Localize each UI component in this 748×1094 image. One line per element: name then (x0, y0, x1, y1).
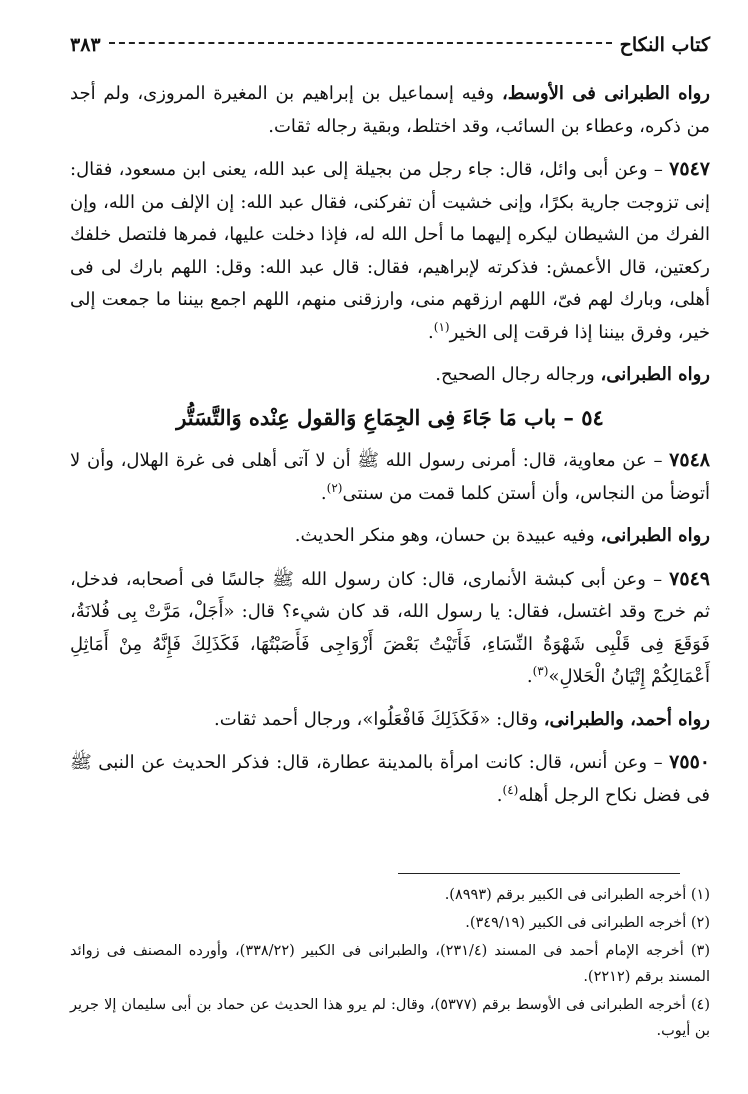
footnote-1: (١) أخرجه الطبرانى فى الكبير برقم (٨٩٩٣). (444, 887, 710, 903)
page-content (70, 28, 710, 822)
hadith-7548 (70, 444, 710, 510)
sentence-end: . (428, 321, 434, 343)
paragraph-text: وقال: «فَكَذَلِكَ فَافْعَلُوا»، ورجال أحمد ثقات. (214, 708, 544, 730)
footnote-ref: (٢) (326, 480, 343, 495)
footnote-3: (٣) أخرجه الإمام أحمد فى المسند (٢٣١/٤)، والطبرانى فى الكبير (٣٣٨/٢٢)، وأورده المصنف فى زوائد المسند برقم (٢٢١٢). (70, 943, 710, 985)
hadith-text: – وعن أبى كبشة الأنمارى، قال: كان رسول الله ﷺ جالسًا فى أصحابه، فدخل، ثم خرج وقد اغتسل، فقال: يا رسول الله، قد كان شيء؟ قال: «أَجَلْ، مَرَّتْ بِى فُلانَةُ، فَوَقَعَ فِى قَلْبِى شَهْوَةُ النِّسَاءِ، فَأَتَيْتُ بَعْضَ أَزْوَاجِى فَأَصَبْتُهَا، فَكَذَلِكَ فَإِنَّهُ مِنْ أَمَاثِلِ أَعْمَالِكُمْ إِتْيَانُ الْحَلالِ» (70, 568, 710, 687)
paragraph-text: ورجاله رجال الصحيح. (435, 364, 601, 385)
hadith-text: – وعن أبى وائل، قال: جاء رجل من بجيلة إلى عبد الله، يعنى ابن مسعود، فقال: إنى تزوجت جارية بكرًا، وإنى خشيت أن تفركنى، فقال عبد الله: إن الإلف من الله، وإن الفرك من الشيطان ليكره إليهما ما أحل الله له، فإذا دخلت عليها، فمرها فلتصل خلفك ركعتين، قال الأعمش: فذكرته لإبراهيم، فقال: قال عبد الله: وقل: اللهم بارك لى فى أهلى، وبارك لهم فىّ، اللهم ارزقهم منى، وارزقنى منهم، اللهم اجمع بيننا ما جمعت إلى خير، وفرق بيننا إذا فرقت إلى الخير (70, 159, 710, 343)
footnote-separator (398, 873, 680, 874)
sentence-end: . (320, 482, 327, 504)
sentence-end: . (526, 666, 533, 687)
paragraph-text: وفيه عبيدة بن حسان، وهو منكر الحديث. (294, 525, 601, 546)
source-citation: رواه الطبرانى فى الأوسط، (501, 83, 710, 104)
page-number: ٣٨٣ (70, 34, 101, 56)
hadith-7547 (70, 153, 710, 349)
hadith-number: ٧٥٤٧ (669, 158, 710, 180)
paragraph-source-2 (70, 359, 710, 392)
hadith-text: – عن معاوية، قال: أمرنى رسول الله ﷺ أن لا آتى أهلى فى غرة الهلال، وأن لا أتوضأ من النجاس، وأن أستن كلما قمت من سنتى (70, 450, 710, 504)
hadith-number: ٧٥٤٨ (669, 449, 710, 471)
source-citation: رواه الطبرانى، (600, 525, 710, 546)
source-citation: رواه الطبرانى، (600, 364, 710, 385)
running-head (70, 28, 710, 62)
paragraph-source-3 (70, 520, 710, 553)
hadith-7549 (70, 563, 710, 694)
footnote-2: (٢) أخرجه الطبرانى فى الكبير (٣٤٩/١٩). (465, 915, 710, 931)
sentence-end: . (496, 784, 503, 806)
hadith-number: ٧٥٤٩ (669, 567, 710, 590)
footnotes (70, 882, 710, 1046)
footnote-ref: (١) (433, 319, 450, 334)
chapter-title: ٥٤ – باب مَا جَاءَ فِى الجِمَاعِ وَالقول عِنْده وَالتَّسَتُّر (176, 404, 604, 430)
paragraph-source-1 (70, 78, 710, 143)
source-citation: رواه أحمد، والطبرانى، (543, 708, 710, 730)
header-dash-rule (109, 42, 612, 44)
hadith-text: – وعن أنس، قال: كانت امرأة بالمدينة عطارة، قال: فذكر الحديث عن النبى ﷺ فى فضل نكاح الرجل أهله (70, 752, 710, 806)
hadith-number: ٧٥٥٠ (669, 751, 710, 773)
book-title: كتاب النكاح (619, 34, 710, 56)
main-text (70, 78, 710, 812)
hadith-7550 (70, 746, 710, 812)
paragraph-text: وفيه إسماعيل بن إبراهيم بن المغيرة المروزى، ولم أجد من ذكره، وعطاء بن السائب، وقد اختلط، وبقية رجاله ثقات. (70, 83, 710, 137)
footnote-ref: (٣) (532, 664, 549, 678)
paragraph-source-4 (70, 704, 710, 737)
footnote-ref: (٤) (502, 782, 519, 797)
footnote-4: (٤) أخرجه الطبرانى فى الأوسط برقم (٥٣٧٧)، وقال: لم يرو هذا الحديث عن حماد بن أبى سليمان إلا جرير بن أيوب. (70, 997, 710, 1039)
